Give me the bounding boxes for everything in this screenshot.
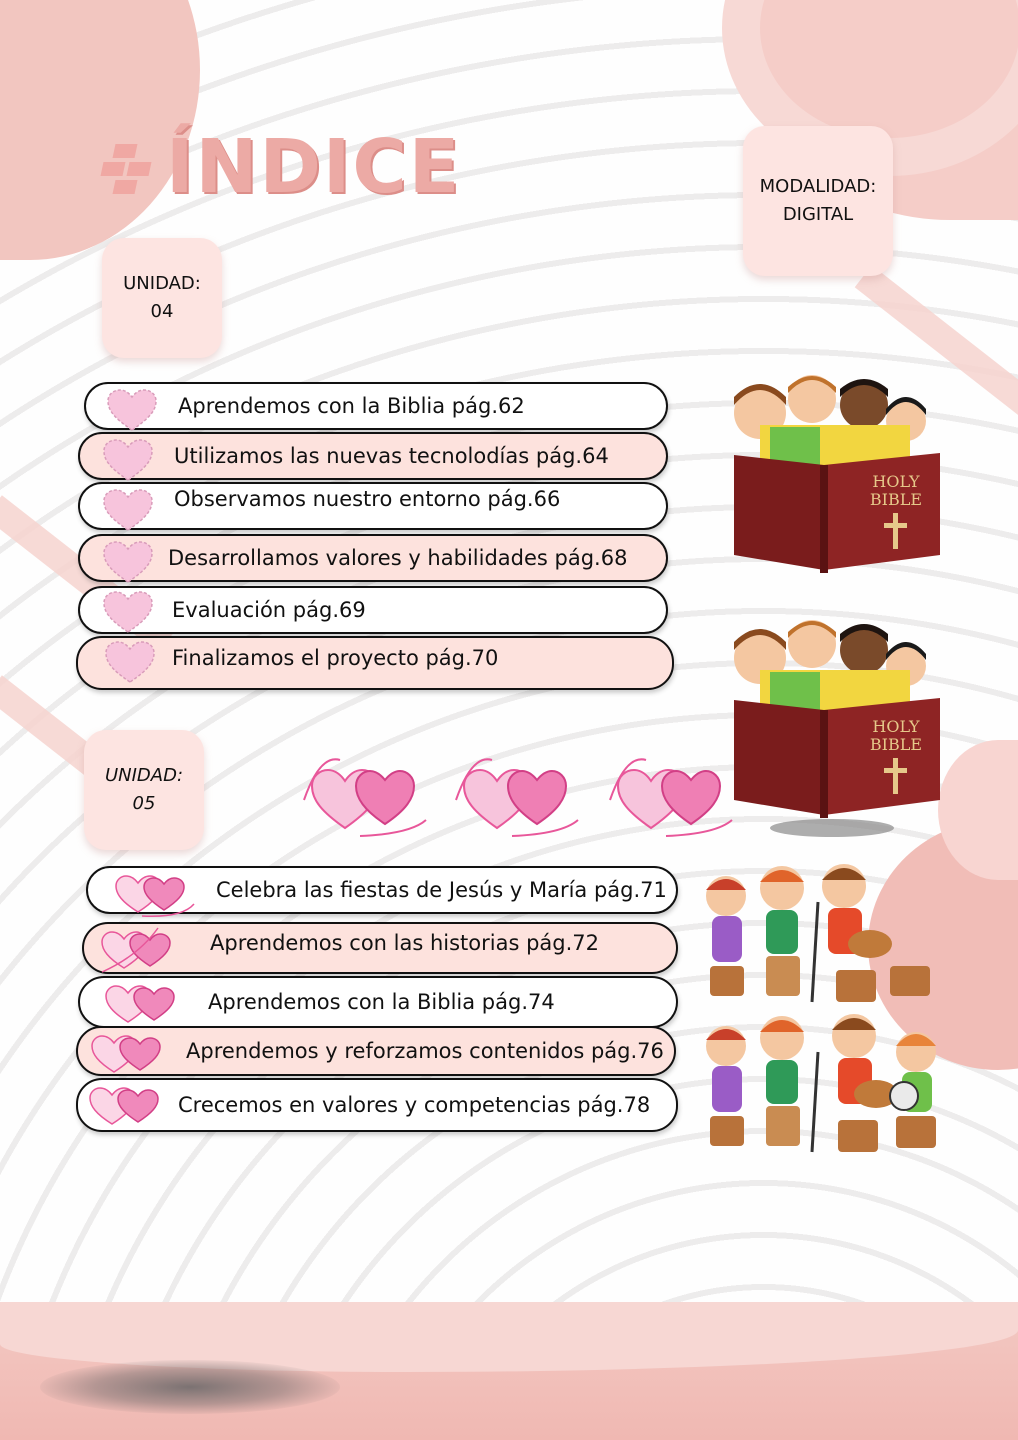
unit5-number: 05 [132,793,156,814]
unit5-item-text: Aprendemos y reforzamos contenidos pág.76 [186,1039,664,1063]
decorative-hearts [300,750,740,840]
heart-icon [102,540,154,584]
unit4-item-text: Aprendemos con la Biblia pág.62 [178,394,525,418]
unit5-item[interactable] [86,866,678,914]
heart-icon [104,640,156,684]
double-heart-icon [304,759,426,836]
title-block [100,124,462,210]
unit5-item-text: Crecemos en valores y competencias pág.78 [178,1093,651,1117]
double-heart-icon [112,870,196,918]
unit4-label: UNIDAD: [123,273,201,294]
unit4-item[interactable] [78,482,668,530]
double-heart-icon [88,1030,172,1078]
unit4-item-text: Desarrollamos valores y habilidades pág.68 [168,546,628,570]
unit5-item-text: Aprendemos con la Biblia pág.74 [208,990,555,1014]
heart-icon [102,438,154,482]
plus-icon [100,144,152,204]
unit4-item[interactable] [84,382,668,430]
heart-icon [106,388,158,432]
kids-bible-illustration [700,365,948,575]
modalidad-card [743,126,893,276]
modalidad-label: MODALIDAD: [759,176,877,197]
bible-cover-line1: HOLY [872,717,920,736]
double-heart-icon [456,759,578,836]
unit5-item[interactable] [76,1026,676,1076]
unit4-item-text: Evaluación pág.69 [172,598,366,622]
unit4-item-text: Finalizamos el proyecto pág.70 [172,646,499,670]
unit5-card [84,730,204,850]
unit4-item[interactable] [76,636,674,690]
unit4-item[interactable] [78,534,668,582]
unit4-number: 04 [150,301,174,322]
bible-cover-line1: HOLY [872,472,920,491]
unit4-item-text: Observamos nuestro entorno pág.66 [174,487,561,511]
bible-cover-line2: BIBLE [869,735,923,754]
double-heart-icon [610,759,732,836]
unit5-item[interactable] [76,1078,678,1132]
kids-music-illustration [690,1012,950,1160]
modalidad-value: DIGITAL [782,204,854,225]
unit4-item-text: Utilizamos las nuevas tecnolodías pág.64 [174,444,609,468]
double-heart-icon [86,1082,170,1130]
unit5-label: UNIDAD: [104,765,184,786]
double-heart-icon [102,980,186,1028]
unit5-item-text: Aprendemos con las historias pág.72 [210,931,600,955]
double-heart-icon [98,926,182,974]
page-title: ÍNDICE [166,124,462,210]
unit4-item[interactable] [78,432,668,480]
footer-shadow [40,1360,340,1414]
bible-cover-line2: BIBLE [869,490,923,509]
unit5-item-text: Celebra las fiestas de Jesús y María pág.71 [216,878,667,902]
kids-music-illustration [690,862,940,1012]
unit4-item[interactable] [78,586,668,634]
heart-icon [102,590,154,634]
unit5-item[interactable] [82,922,678,974]
unit5-item[interactable] [78,976,678,1028]
unit4-card [102,238,222,358]
heart-icon [102,488,154,532]
